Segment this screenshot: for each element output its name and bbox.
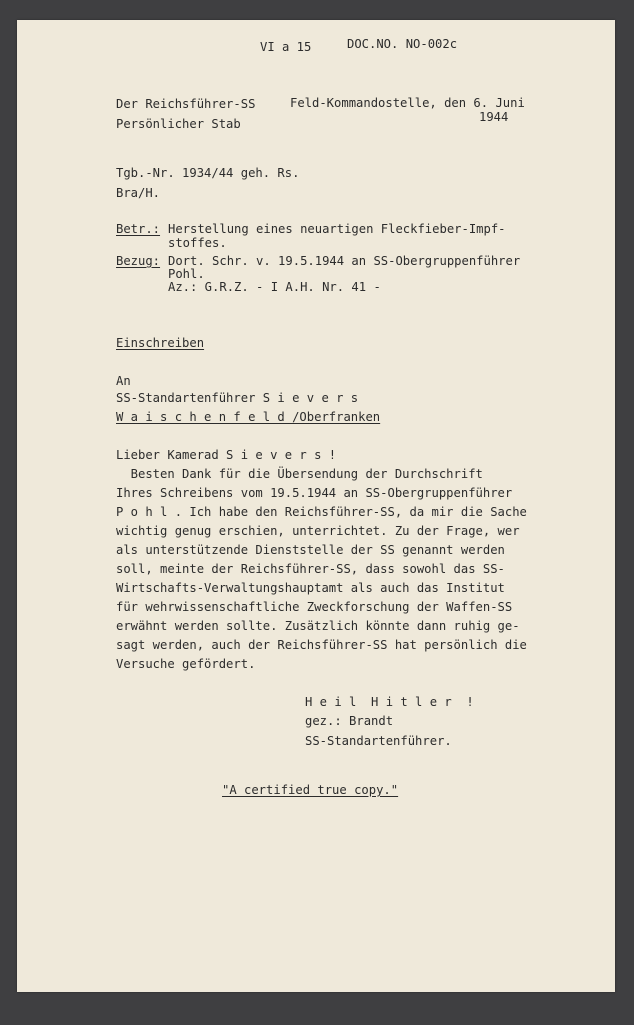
- recipient-an: An: [116, 374, 131, 388]
- author-initials: Bra/H.: [116, 186, 161, 200]
- signature: gez.: Brandt: [305, 714, 394, 728]
- place-and-date: Feld-Kommandostelle, den 6. Juni: [290, 96, 525, 110]
- recipient-name: SS-Standartenführer S i e v e r s: [116, 391, 359, 405]
- body-line: als unterstützende Dienststelle der SS genannt werden: [116, 543, 505, 557]
- body-line: für wehrwissenschaftliche Zweckforschung der Waffen-SS: [116, 600, 513, 614]
- body-line: Ihres Schreibens vom 19.5.1944 an SS-Obergruppenführer: [116, 486, 513, 500]
- subject-line-1: Herstellung eines neuartigen Fleckfieber-Impf-: [168, 222, 506, 236]
- reference-line-1: Dort. Schr. v. 19.5.1944 an SS-Obergruppenführer: [168, 254, 521, 268]
- recipient-place: W a i s c h e n f e l d /Oberfranken: [116, 410, 381, 424]
- reference-label: Bezug:: [116, 254, 161, 268]
- reference-line-3: Az.: G.R.Z. - I A.H. Nr. 41 -: [168, 280, 381, 294]
- subject-line-2: stoffes.: [168, 236, 227, 250]
- date-year: 1944: [479, 110, 509, 124]
- body-line: Wirtschafts-Verwaltungshauptamt als auch das Institut: [116, 581, 505, 595]
- subject-label: Betr.:: [116, 222, 161, 236]
- sender-office: Persönlicher Stab: [116, 117, 241, 131]
- signatory-rank: SS-Standartenführer.: [305, 734, 452, 748]
- body-line: sagt werden, auch der Reichsführer-SS hat persönlich die: [116, 638, 527, 652]
- body-line: soll, meinte der Reichsführer-SS, dass sowohl das SS-: [116, 562, 505, 576]
- journal-number: Tgb.-Nr. 1934/44 geh. Rs.: [116, 166, 300, 180]
- certification-note: "A certified true copy.": [222, 783, 399, 797]
- registered-mail-note: Einschreiben: [116, 336, 205, 350]
- sender-title: Der Reichsführer-SS: [116, 97, 256, 111]
- body-line: P o h l . Ich habe den Reichsführer-SS, da mir die Sache: [116, 505, 527, 519]
- document-number: DOC.NO. NO-002c: [347, 37, 458, 51]
- body-line: erwähnt werden sollte. Zusätzlich könnte dann ruhig ge-: [116, 619, 520, 633]
- file-reference: VI a 15: [260, 40, 312, 54]
- closing-greeting: H e i l H i t l e r !: [305, 695, 474, 709]
- salutation: Lieber Kamerad S i e v e r s !: [116, 448, 337, 462]
- body-line: Besten Dank für die Übersendung der Durchschrift: [116, 467, 483, 481]
- body-line: Versuche gefördert.: [116, 657, 256, 671]
- reference-line-2: Pohl.: [168, 267, 205, 281]
- body-line: wichtig genug erschien, unterrichtet. Zu der Frage, wer: [116, 524, 520, 538]
